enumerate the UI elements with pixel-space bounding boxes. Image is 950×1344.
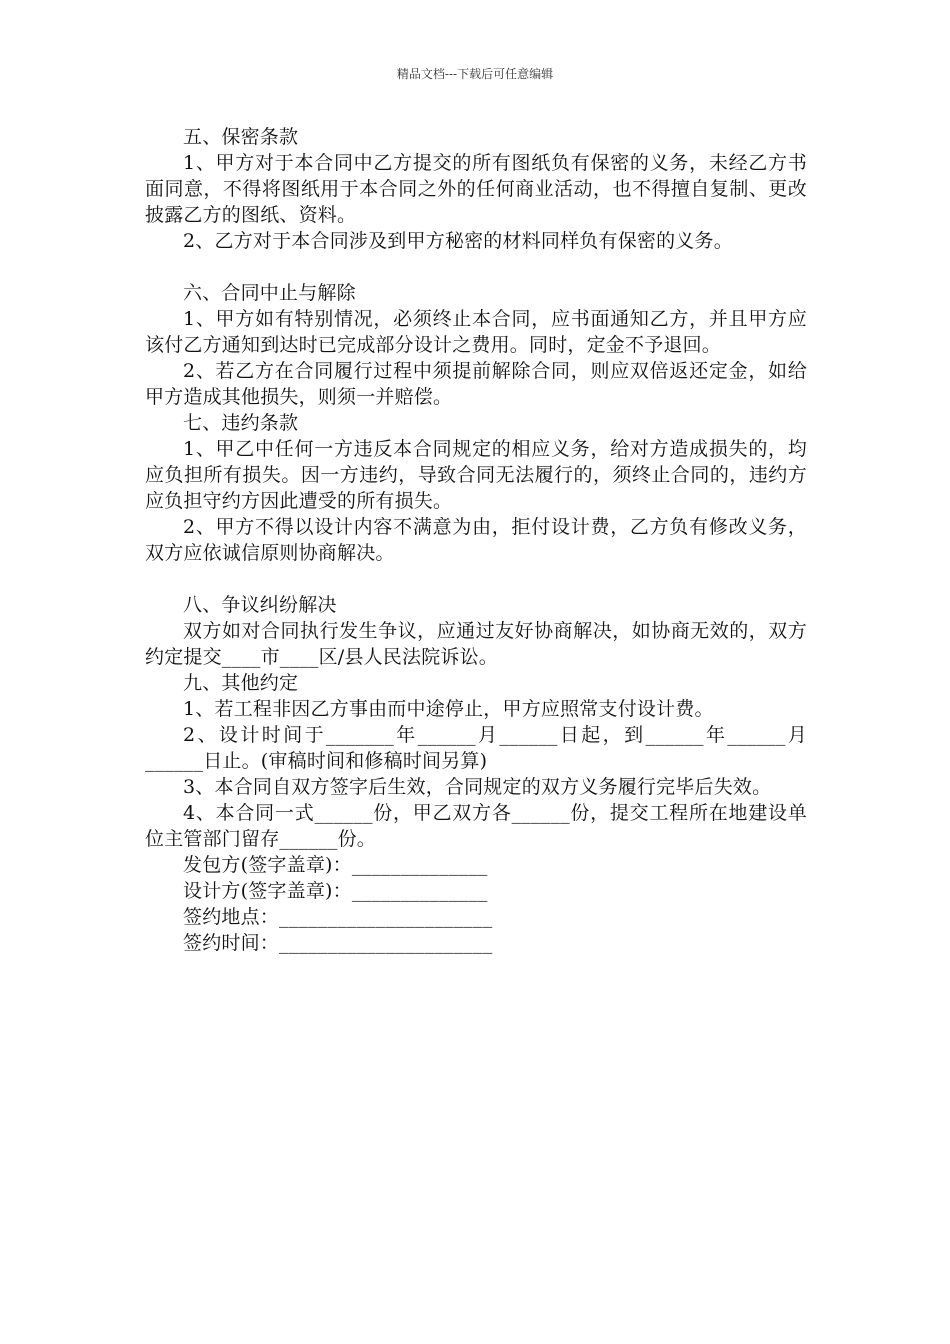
contract-body <box>145 124 807 956</box>
section-8-title: 八、争议纠纷解决 <box>183 594 337 616</box>
section-6-clause-2: 2、若乙方在合同履行过程中须提前解除合同，则应双倍返还定金，如给甲方造成其他损失，则须一并赔偿。 <box>145 360 807 408</box>
section-9-title: 九、其他约定 <box>183 672 299 694</box>
section-6-clause-1: 1、甲方如有特别情况，必须终止本合同，应书面通知乙方，并且甲方应该付乙方通知到达时已完成部分设计之费用。同时，定金不予退回。 <box>145 308 807 356</box>
section-5-title: 五、保密条款 <box>183 126 299 148</box>
section-7-title: 七、违约条款 <box>183 412 299 434</box>
section-7-clause-1: 1、甲乙中任何一方违反本合同规定的相应义务，给对方造成损失的，均应负担所有损失。因一方违约，导致合同无法履行的，须终止合同的，违约方应负担守约方因此遭受的所有损失。 <box>145 438 807 512</box>
section-9-clause-1: 1、若工程非因乙方事由而中途停止，甲方应照常支付设计费。 <box>183 698 714 720</box>
section-9-clause-4: 4、本合同一式______份，甲乙双方各______份，提交工程所在地建设单位主管部门留存______份。 <box>145 802 807 850</box>
section-7-clause-2: 2、甲方不得以设计内容不满意为由，拒付设计费，乙方负有修改义务，双方应依诚信原则协商解决。 <box>145 516 807 564</box>
page-header: 精品文档---下载后可任意编辑 <box>396 67 554 81</box>
signature-designer: 设计方(签字盖章)：______________ <box>183 880 488 902</box>
spacer <box>145 254 807 280</box>
signature-client: 发包方(签字盖章)：______________ <box>183 854 488 876</box>
signature-place: 签约地点：______________________ <box>183 906 493 928</box>
section-9-clause-2: 2、设计时间于_______年______月______日起，到______年______月______日止。(审稿时间和修稿时间另算) <box>145 724 807 772</box>
section-8-clause-1: 双方如对合同执行发生争议，应通过友好协商解决，如协商无效的，双方约定提交____市____区/县人民法院诉讼。 <box>145 620 807 668</box>
section-5-clause-2: 2、乙方对于本合同涉及到甲方秘密的材料同样负有保密的义务。 <box>183 230 733 252</box>
section-6-title: 六、合同中止与解除 <box>183 282 356 304</box>
section-9-clause-3: 3、本合同自双方签字后生效，合同规定的双方义务履行完毕后失效。 <box>183 776 772 798</box>
section-5-clause-1: 1、甲方对于本合同中乙方提交的所有图纸负有保密的义务，未经乙方书面同意，不得将图纸用于本合同之外的任何商业活动，也不得擅自复制、更改披露乙方的图纸、资料。 <box>145 152 807 226</box>
signature-time: 签约时间：______________________ <box>183 932 493 954</box>
spacer <box>145 566 807 592</box>
